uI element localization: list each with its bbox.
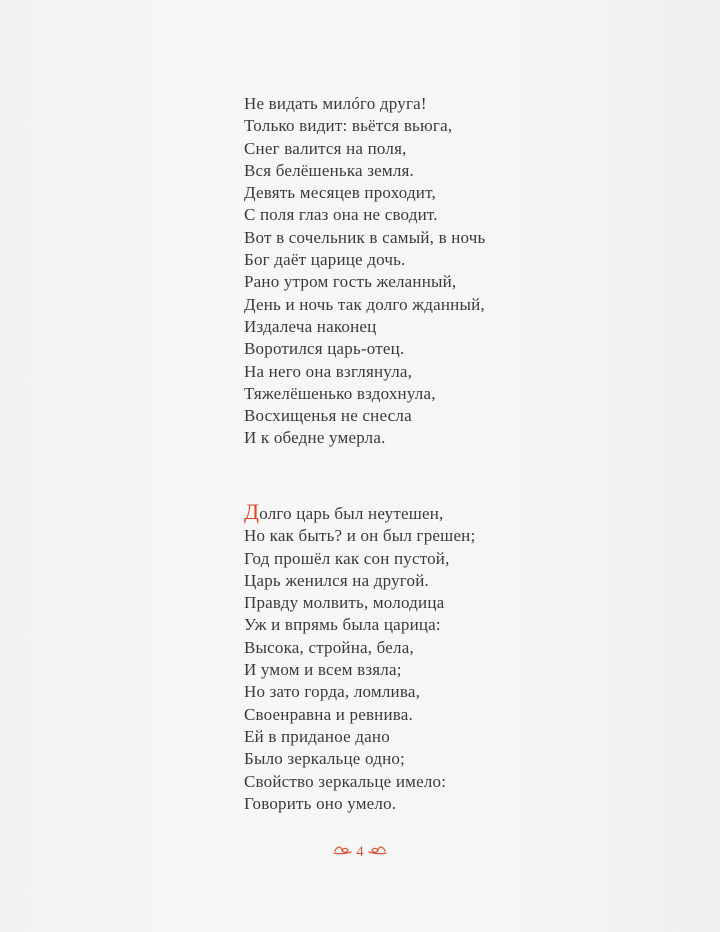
poem-line: Год прошёл как сон пустой, [244, 548, 450, 568]
stanza-2 [244, 499, 476, 815]
poem-line: Не видать милóго друга! [244, 94, 427, 113]
poem-line: Было зеркальце одно; [244, 749, 405, 769]
poem-line: Но как быть? и он был грешен; [244, 526, 476, 546]
stanza-1 [244, 93, 486, 450]
poem-line: И к обедне умерла. [244, 428, 386, 448]
poem-line: Ей в приданое дано [244, 726, 390, 746]
poem-line: Издалеча наконец [244, 316, 377, 336]
ornament-right-icon [367, 843, 387, 859]
poem-line: Высока, стройна, бела, [244, 637, 414, 657]
poem-line: С поля глаз она не сводит. [244, 205, 438, 225]
poem-line: И умом и всем взяла; [244, 660, 402, 680]
poem-line: Вся белёшенька земля. [244, 160, 415, 180]
poem-first-line [244, 499, 475, 525]
page-number: 4 [356, 844, 364, 860]
first-line-text: олго царь был неутешен, [259, 504, 444, 523]
poem-line: День и ночь так долго жданный, [244, 294, 485, 314]
poem-line: Царь женился на другой. [244, 570, 430, 590]
poem-line: На него она взглянула, [244, 361, 413, 381]
poem-line: Свойство зеркальце имело: [244, 771, 447, 791]
poem-line: Девять месяцев проходит, [244, 183, 436, 203]
page-footer [0, 843, 720, 861]
poem-line: Воротился царь-отец. [244, 339, 405, 359]
poem-line: Бог даёт царице дочь. [244, 250, 406, 270]
poem-line: Тяжелёшенько вздохнула, [244, 383, 436, 403]
poem-line: Только видит: вьётся вьюга, [244, 116, 453, 136]
poem-line: Своенравна и ревнива. [244, 704, 413, 724]
poem-line: Но зато горда, ломлива, [244, 682, 421, 702]
poem-line: Снег валится на поля, [244, 138, 407, 158]
poem-line: Говорить оно умело. [244, 793, 397, 813]
drop-cap: Д [244, 499, 260, 524]
poem-line: Восхищенья не снесла [244, 406, 412, 426]
poem-line: Рано утром гость желанный, [244, 272, 457, 292]
ornament-left-icon [333, 843, 353, 859]
poem-line: Правду молвить, молодица [244, 593, 445, 613]
poem-line: Вот в сочельник в самый, в ночь [244, 227, 486, 247]
poem-line: Уж и впрямь была царица: [244, 615, 441, 635]
